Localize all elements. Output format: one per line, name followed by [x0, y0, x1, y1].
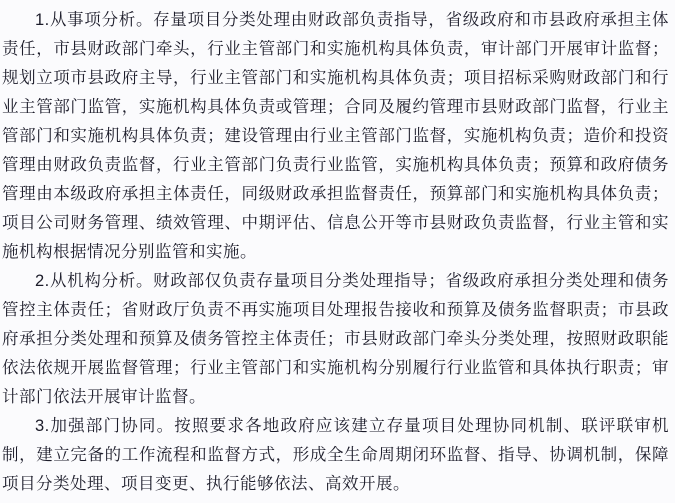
- paragraph-3-department-coordination: 3.加强部门协同。按照要求各地政府应该建立存量项目处理协同机制、联评联审机制，建立完备的工作流程和监督方式，形成全生命周期闭环监督、指导、协调机制，保障项目分类处理、项目变更、执行能够依法、高效开展。: [2, 417, 669, 493]
- paragraph-2-agency-analysis: 2.从机构分析。财政部仅负责存量项目分类处理指导；省级政府承担分类处理和债务管控主体责任；省财政厅负责不再实施项目处理报告接收和预算及债务监督职责；市县政府承担分类处理和预算及债务管控主体责任；市县财政部门牵头分类处理，按照财政职能依法依规开展监督管理；行业主管部门和实施机构分别履行行业监管和具体执行职责；审计部门依法开展审计监督。: [2, 272, 669, 406]
- paragraph-1-item-analysis: 1.从事项分析。存量项目分类处理由财政部负责指导，省级政府和市县政府承担主体责任，市县财政部门牵头，行业主管部门和实施机构具体负责，审计部门开展审计监督；规划立项市县政府主导，行业主管部门和实施机构具体负责；项目招标采购财政部门和行业主管部门监管，实施机构具体负责或管理；合同及履约管理市县财政部门监督，行业主管部门和实施机构具体负责；建设管理由行业主管部门监督，实施机构负责；造价和投资管理由财政负责监督，行业主管部门负责行业监管，实施机构具体负责；预算和政府债务管理由本级政府承担主体责任，同级财政承担监督责任，预算部门和实施机构具体负责；项目公司财务管理、绩效管理、中期评估、信息公开等市县财政负责监督，行业主管和实施机构根据情况分别监管和实施。: [2, 11, 669, 261]
